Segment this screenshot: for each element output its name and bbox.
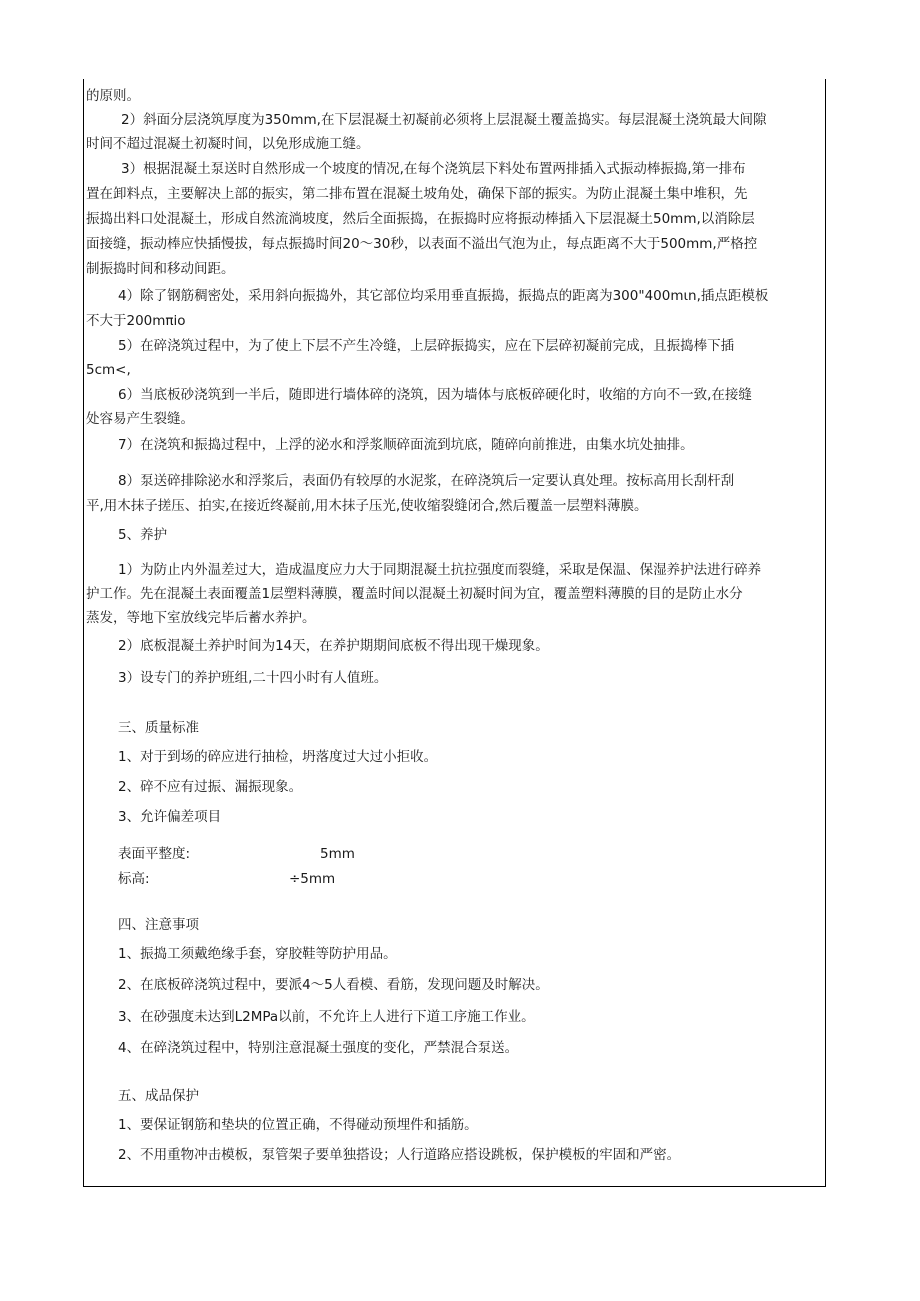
text-line: 3、在砂强度未达到L2MPa以前，不允许上人进行下道工序施工作业。 [118,1009,535,1025]
text-line: 3）根据混凝土泵送时自然形成一个坡度的情况,在每个浇筑层下料处布置两排插入式振动棒振捣,第一排布 [121,161,746,177]
section-heading: 四、注意事项 [118,917,199,933]
text-line: 1、对于到场的碎应进行抽检，坍落度过大过小拒收。 [118,749,438,765]
text-line: 处容易产生裂缝。 [86,411,194,427]
section-heading: 五、成品保护 [118,1088,199,1104]
tolerance-label: 表面平整度: [118,846,191,862]
text-line: 5cm<, [86,362,131,378]
text-line: 2、碎不应有过振、漏振现象。 [118,779,303,795]
text-line: 振捣出料口处混凝土，形成自然流淌坡度，然后全面振捣，在振捣时应将振动棒插入下层混凝土50mm,以消除层 [86,211,755,227]
text-line: 平,用木抹子搓压、拍实,在接近终凝前,用木抹子压光,使收缩裂缝闭合,然后覆盖一层塑料薄膜。 [86,498,648,514]
text-line: 1）为防止内外温差过大，造成温度应力大于同期混凝土抗拉强度而裂缝，采取是保温、保湿养护法进行碎养 [118,562,762,578]
text-line: 3）设专门的养护班组,二十四小时有人值班。 [118,670,388,686]
text-line: 1、振捣工须戴绝缘手套，穿胶鞋等防护用品。 [118,946,397,962]
section-heading: 三、质量标准 [118,720,199,736]
text-line: 4）除了钢筋稠密处，采用斜向振捣外，其它部位均采用垂直振捣，振捣点的距离为300"400mιn,插点距模板 [118,288,769,304]
text-line: 面接缝，振动棒应快插慢拔，每点振捣时间20～30秒，以表面不溢出气泡为止，每点距离不大于500mm,严格控 [86,236,758,252]
text-line: 蒸发，等地下室放线完毕后蓄水养护。 [86,610,316,626]
text-line: 护工作。先在混凝土表面覆盖1层塑料薄膜，覆盖时间以混凝土初凝时间为宜，覆盖塑料薄膜的目的是防止水分 [86,586,743,602]
text-line: 3、允许偏差项目 [118,809,222,825]
text-line: 1、要保证钢筋和垫块的位置正确，不得碰动预埋件和插筋。 [118,1117,478,1133]
text-line: 2、不用重物冲击模板，泵管架子要单独搭设；人行道路应搭设跳板，保护模板的牢固和严密。 [118,1147,681,1163]
text-line: 的原则。 [86,88,140,104]
text-line: 8）泵送碎排除泌水和浮浆后，表面仍有较厚的水泥浆，在碎浇筑后一定要认真处理。按标高用长刮杆刮 [118,473,735,489]
text-line: 5）在碎浇筑过程中，为了使上下层不产生冷缝，上层碎振捣实，应在下层碎初凝前完成，且振捣棒下插 [118,338,735,354]
text-line: 7）在浇筑和振捣过程中，上浮的泌水和浮浆顺碎面流到坑底，随碎向前推进，由集水坑处抽排。 [118,437,694,453]
tolerance-value: ÷5mm [289,871,336,887]
section-heading: 5、养护 [118,527,168,543]
tolerance-value: 5mm [320,846,355,862]
text-line: 4、在碎浇筑过程中，特别注意混凝土强度的变化，严禁混合泵送。 [118,1040,519,1056]
text-line: 置在卸料点，主要解决上部的振实，第二排布置在混凝土坡角处，确保下部的振实。为防止混凝土集中堆积，先 [86,186,748,202]
text-line: 时间不超过混凝土初凝时间，以免形成施工缝。 [86,136,370,152]
text-line: 不大于200mπio [86,313,186,329]
text-line: 制振捣时间和移动间距。 [86,261,235,277]
text-line: 6）当底板砂浇筑到一半后，随即进行墙体碎的浇筑，因为墙体与底板碎硬化时，收缩的方向不一致,在接缝 [118,387,752,403]
text-line: 2）底板混凝土养护时间为14天，在养护期期间底板不得出现干燥现象。 [118,638,549,654]
text-line: 2）斜面分层浇筑厚度为350mm,在下层混凝土初凝前必须将上层混凝土覆盖捣实。每层混凝土浇筑最大间隙 [121,112,767,128]
text-line: 2、在底板碎浇筑过程中，要派4～5人看模、看筋，发现问题及时解决。 [118,977,549,993]
tolerance-label: 标高: [118,871,150,887]
